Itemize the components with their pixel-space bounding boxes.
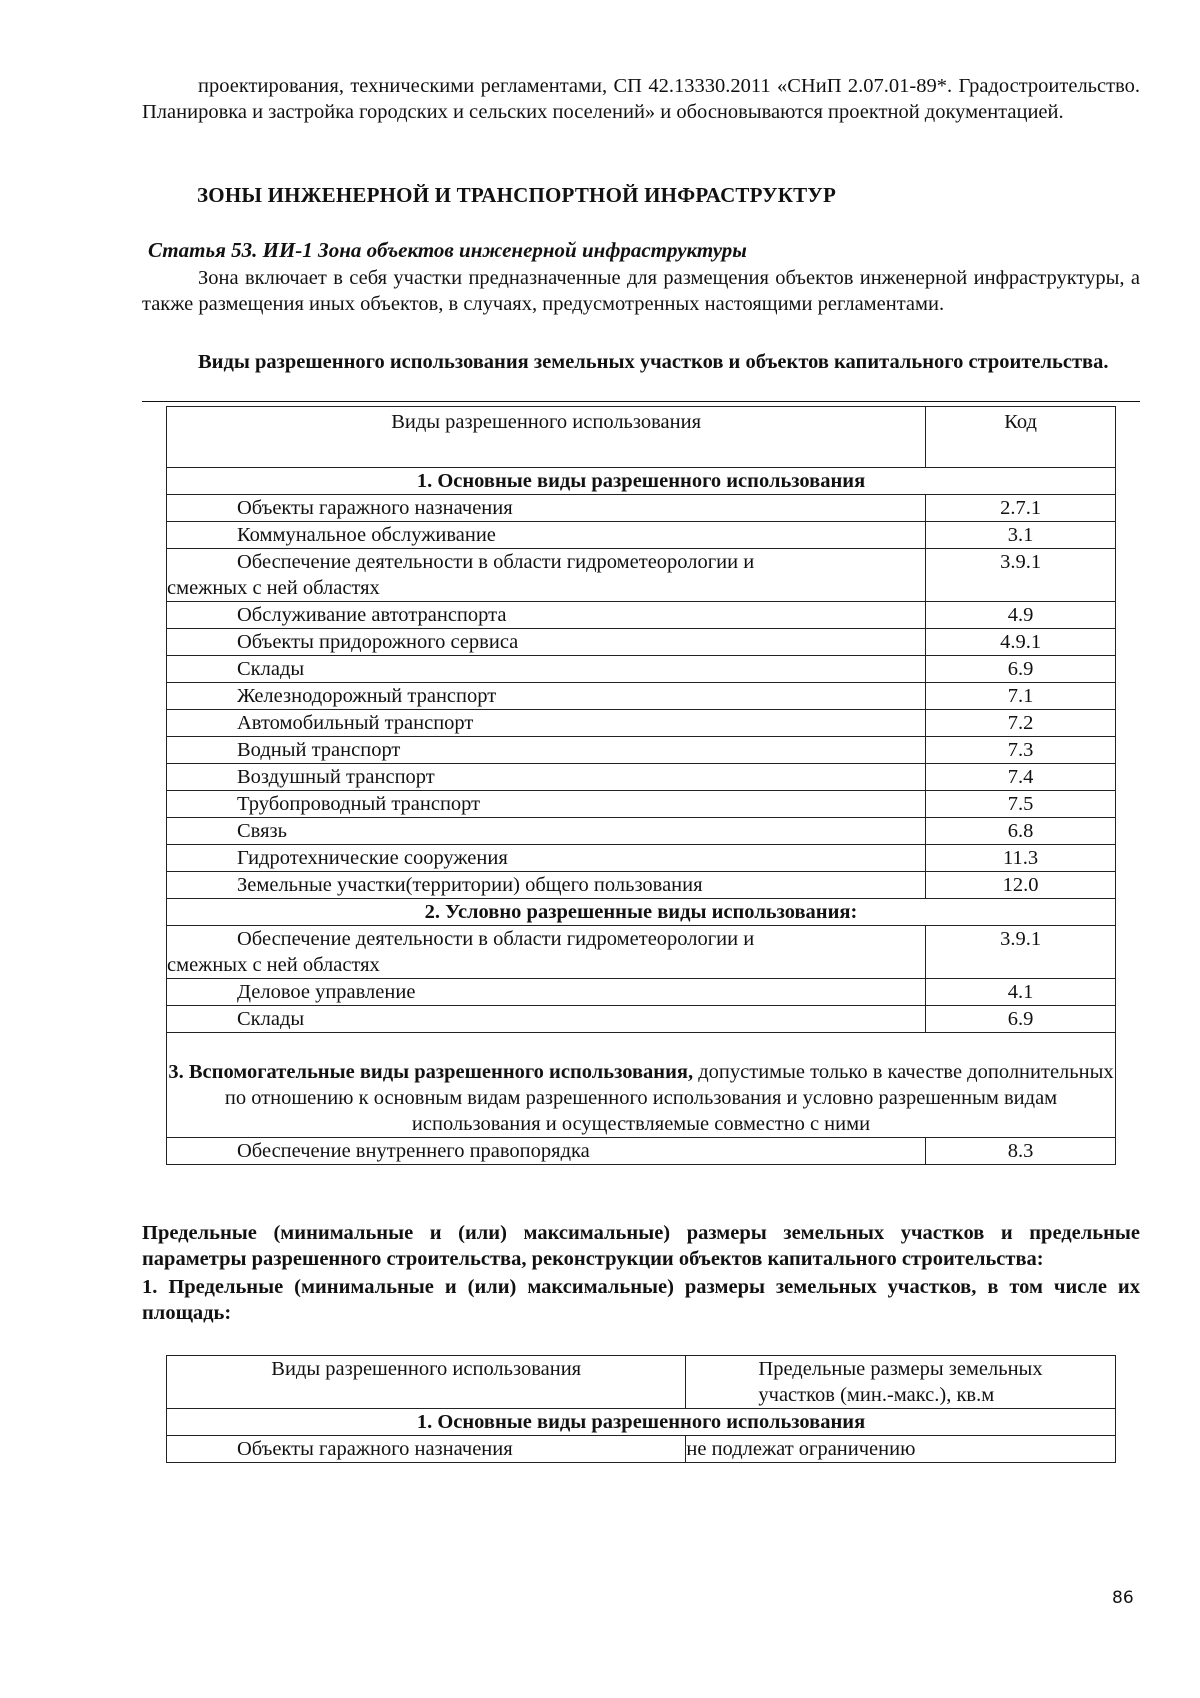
use-name: Водный транспорт [167,737,926,764]
table-row [167,549,1116,602]
section2-title: 2. Условно разрешенные виды использования: [167,899,1116,926]
zone-description [142,265,1140,317]
use-name: Объекты гаражного назначения [167,495,926,522]
table-row [167,602,1116,629]
use-code: 7.3 [926,737,1116,764]
intro-paragraph [142,73,1140,125]
use-code: 6.8 [926,818,1116,845]
limits-block [142,1220,1140,1326]
use-code: 4.1 [926,979,1116,1006]
table-row [167,926,1116,979]
use-code: 7.1 [926,683,1116,710]
section3-title [167,1033,1116,1138]
section-row [167,1033,1116,1138]
permitted-use-table [166,406,1116,1165]
use-name [167,926,926,979]
use-name-line1: Обеспечение деятельности в области гидрометеорологии и [237,928,755,950]
article-title: Статья 53. ИИ-1 Зона объектов инженерной инфраструктуры [148,238,747,262]
table-row [167,872,1116,899]
types-heading: Виды разрешенного использования земельных участков и объектов капитального строительства. [198,351,1109,373]
use-code: 4.9 [926,602,1116,629]
use-limit: не подлежат ограничению [686,1436,1116,1463]
use-name: Трубопроводный транспорт [167,791,926,818]
use-name: Деловое управление [167,979,926,1006]
use-name: Гидротехнические сооружения [167,845,926,872]
table-row [167,791,1116,818]
use-code: 3.9.1 [926,926,1116,979]
table-row [167,1138,1116,1165]
use-code: 11.3 [926,845,1116,872]
table-header-row [167,1356,1116,1409]
use-code: 7.5 [926,791,1116,818]
table-row [167,845,1116,872]
section-heading: ЗОНЫ ИНЖЕНЕРНОЙ И ТРАНСПОРТНОЙ ИНФРАСТРУКТУР [197,183,837,207]
use-code: 8.3 [926,1138,1116,1165]
use-name: Обслуживание автотранспорта [167,602,926,629]
use-name: Обеспечение внутреннего правопорядка [167,1138,926,1165]
use-name: Воздушный транспорт [167,764,926,791]
table-header-row [167,407,1116,468]
use-name-line1: Обеспечение деятельности в области гидрометеорологии и [237,551,755,573]
plot-size-table [166,1355,1116,1463]
section3-rest: допустимые только в качестве дополнительных по отношению к основным видам разрешенного использования и условно разрешенным видам использования и осуществляемые совместно с ними [224,1061,1114,1135]
limits-subheading: 1. Предельные (минимальные и (или) максимальные) размеры земельных участков, в том числе их площадь: [142,1276,1140,1324]
section-row [167,899,1116,926]
use-code: 7.2 [926,710,1116,737]
zone-description-text: Зона включает в себя участки предназначенные для размещения объектов инженерной инфраструктуры, а также размещения иных объектов, в случаях, предусмотренных настоящими регламентами. [142,267,1140,315]
section3-bold: 3. Вспомогательные виды разрешенного использования, [168,1061,694,1083]
use-code: 3.1 [926,522,1116,549]
use-name: Склады [167,656,926,683]
use-code: 2.7.1 [926,495,1116,522]
use-name: Склады [167,1006,926,1033]
table-row [167,979,1116,1006]
use-name: Связь [167,818,926,845]
table-row [167,683,1116,710]
underline-rule [142,401,1140,402]
page-number: 86 [1112,1588,1134,1608]
use-code: 7.4 [926,764,1116,791]
col-header-name: Виды разрешенного использования [167,407,926,468]
intro-text: проектирования, техническими регламентами, СП 42.13330.2011 «СНиП 2.07.01-89*. Градостроительство. Планировка и застройка городских и сельских поселений» и обосновываются проектной документацией. [142,75,1140,123]
table-row [167,818,1116,845]
use-name: Объекты гаражного назначения [167,1436,686,1463]
table-row [167,522,1116,549]
table-row [167,764,1116,791]
section-row [167,1409,1116,1436]
use-name: Земельные участки(территории) общего пользования [167,872,926,899]
limits-heading: Предельные (минимальные и (или) максимальные) размеры земельных участков и предельные параметры разрешенного строительства, реконструкции объектов капитального строительства: [142,1222,1140,1270]
table-row [167,656,1116,683]
use-name [167,549,926,602]
col-header-limits: Предельные размеры земельных участков (мин.-макс.), кв.м [686,1356,1116,1409]
table-row [167,1436,1116,1463]
section-row [167,468,1116,495]
col-header-name: Виды разрешенного использования [167,1356,686,1409]
use-name: Железнодорожный транспорт [167,683,926,710]
use-code: 6.9 [926,656,1116,683]
table-row [167,710,1116,737]
use-name: Автомобильный транспорт [167,710,926,737]
section1-title: 1. Основные виды разрешенного использования [167,468,1116,495]
use-code: 6.9 [926,1006,1116,1033]
table-row [167,629,1116,656]
use-code: 4.9.1 [926,629,1116,656]
use-name-line2: смежных с ней областях [167,954,380,976]
table-row [167,1006,1116,1033]
table-row [167,495,1116,522]
use-name: Объекты придорожного сервиса [167,629,926,656]
table-row [167,737,1116,764]
section1-title: 1. Основные виды разрешенного использования [167,1409,1116,1436]
use-code: 3.9.1 [926,549,1116,602]
use-name-line2: смежных с ней областях [167,577,380,599]
use-name: Коммунальное обслуживание [167,522,926,549]
col-header-code: Код [926,407,1116,468]
use-code: 12.0 [926,872,1116,899]
